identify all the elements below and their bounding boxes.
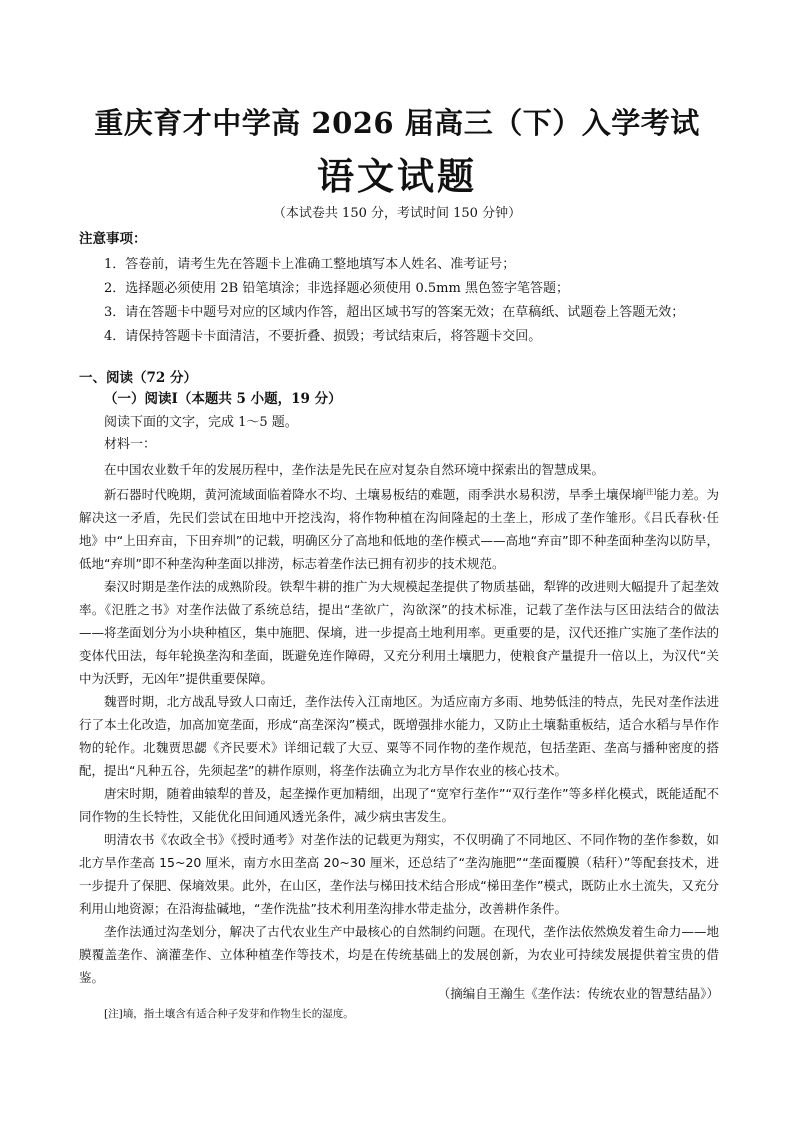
material-label: 材料一： [104,437,157,452]
passage-paragraph: 秦汉时期是垄作法的成熟阶段。铁犁牛耕的推广为大规模起垄提供了物质基础，犁铧的改进则大幅提升了起垄效率。《氾胜之书》对垄作法做了系统总结，提出“垄欲广，沟欲深”的技术标准，记载了垄作法与区田法结合的做法——将垄面划分为小块种植区，集中施肥、保墒，进一步提高土地利用率。更重要的是，汉代还推广实施了垄作法的变体代田法，每年轮换垄沟和垄面，既避免连作障碍，又充分利用土壤肥力，使粮食产量提升一倍以上，为汉代“关中为沃野，无凶年”提供重要保障。 [79,579,719,687]
notes-heading: 注意事项： [79,231,147,247]
passage-paragraph: 在中国农业数千年的发展历程中，垄作法是先民在应对复杂自然环境中探索出的智慧成果。 [104,462,605,477]
note-item: 4．请保持答题卡卡面清洁，不要折叠、损毁；考试结束后，将答题卡交回。 [104,329,542,344]
paragraph-text: 能力差。为解决这一矛盾，先民们尝试在田地中开挖浅沟，将作物种植在沟间隆起的土垄上，形成了垄作雏形。《吕氏春秋·任地》中“上田弃亩，下田弃圳”的记载，明确区分了高地和低地的垄作模式——高地“弃亩”即不种垄面种垄沟以防旱，低地“弃圳”即不种垄沟种垄面以排涝，标志着垄作法已拥有初步的技术规范。 [79,487,719,572]
subsection-title: （一）阅读Ⅰ（本题共 5 小题，19 分） [104,391,342,407]
note-item: 3．请在答题卡中题号对应的区域内作答，超出区域书写的答案无效；在草稿纸、试题卷上答题无效； [104,305,685,320]
passage-paragraph: 魏晋时期，北方战乱导致人口南迁，垄作法传入江南地区。为适应南方多雨、地势低洼的特点，先民对垄作法进行了本土化改造，加高加宽垄面，形成“高垄深沟”模式，既增强排水能力，又防止土壤黏重板结，适合水稻与旱作作物的轮作。北魏贾思勰《齐民要术》详细记载了大豆、粟等不同作物的垄作规范，包括垄距、垄高与播种密度的搭配，提出“凡种五谷，先须起垄”的耕作原则，将垄作法确立为北方旱作农业的核心技术。 [79,694,719,779]
exam-info: （本试卷共 150 分，考试时间 150 分钟） [272,206,522,221]
note-item: 1．答卷前，请考生先在答题卡上准确工整地填写本人姓名、准考证号； [104,257,516,272]
exam-title: 重庆育才中学高 2026 届高三（下）入学考试 [94,106,700,140]
footnote-marker: [注] [643,488,657,496]
notes-list [104,253,684,349]
passage-paragraph: 明清农书《农政全书》《授时通考》对垄作法的记载更为翔实，不仅明确了不同地区、不同作物的垄作参数，如北方旱作垄高 15~20 厘米，南方水田垄高 20~30 厘米，还总结了“垄沟施肥”“垄面覆膜（秸秆）”等配套技术，进一步提升了保肥、保墒效果。此外，在山区，垄作法与梯田技术结合形成“梯田垄作”模式，既防止水土流失，又充分利用山地资源；在沿海盐碱地，“垄作洗盐”技术利用垄沟排水带走盐分，改善耕作条件。 [79,832,719,917]
section-title: 一、阅读（72 分） [79,370,197,386]
footnote: [注]墒，指土壤含有适合种子发芽和作物生长的湿度。 [104,1008,354,1020]
note-item: 2．选择题必须使用 2B 铅笔填涂；非选择题必须使用 0.5mm 黑色签字笔答题； [104,281,569,296]
paragraph-text: 新石器时代晚期，黄河流域面临着降水不均、土壤易板结的难题，雨季洪水易积涝，旱季土壤保墒 [104,487,644,503]
reading-instruction: 阅读下面的文字，完成 1～5 题。 [104,415,298,430]
subject-title: 语文试题 [317,154,477,198]
passage-paragraph: 唐宋时期，随着曲辕犁的普及，起垄操作更加精细，出现了“宽窄行垄作”“双行垄作”等多样化模式，既能适配不同作物的生长特性，又能优化田间通风透光条件，减少病虫害发生。 [79,786,719,825]
passage-body [79,458,719,989]
passage-paragraph: 垄作法通过沟垄划分，解决了古代农业生产中最核心的自然制约问题。在现代，垄作法依然焕发着生命力——地膜覆盖垄作、滴灌垄作、立体种植垄作等技术，均是在传统基础上的发展创新，为农业可持续发展提供着宝贵的借鉴。 [79,924,719,986]
passage-paragraph [79,481,719,575]
passage-source: （摘编自王瀚生《垄作法：传统农业的智慧结晶》） [437,986,719,1001]
